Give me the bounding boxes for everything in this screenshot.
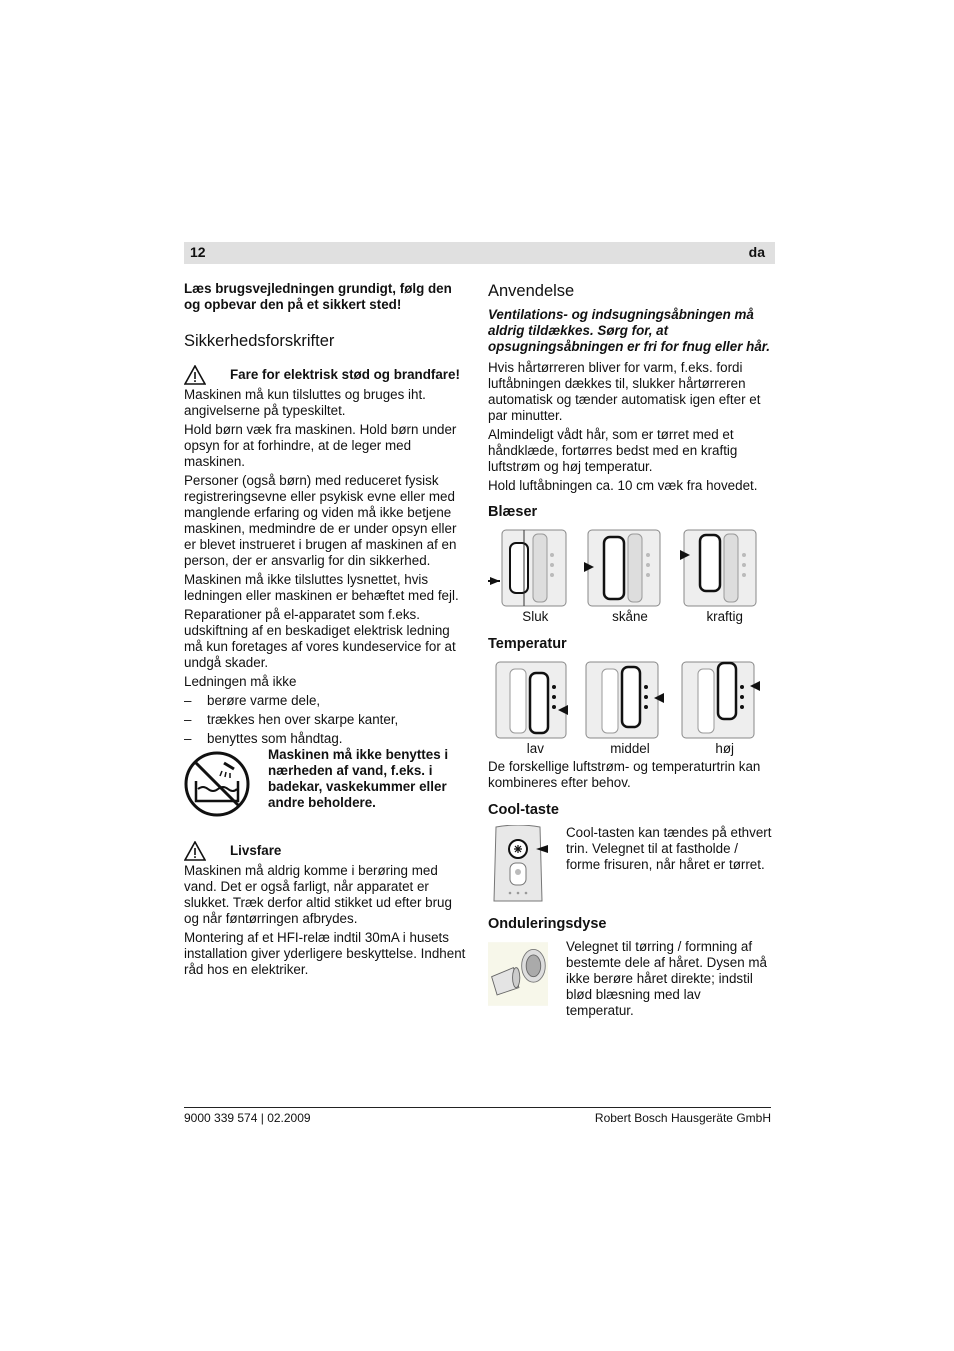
life-danger-warning: [184, 841, 468, 861]
combination-note: De forskellige luftstrøm- og temperaturtrin kan kombineres efter behov.: [488, 759, 761, 790]
paragraph: Hold luftåbningen ca. 10 cm væk fra hovedet.: [488, 478, 758, 493]
temp-high-illustration: [680, 661, 760, 739]
caption: skåne: [612, 609, 648, 624]
warning-title: Fare for elektrisk stød og brandfare!: [230, 367, 460, 382]
paragraph: Reparationer på el-apparatet som f.eks. udskiftning af en beskadiget elektrisk ledning må kun foretages af vores kundeservice for at undgå skader.: [184, 607, 456, 670]
cool-heading: Cool-taste: [488, 802, 559, 818]
caption: Sluk: [522, 609, 549, 624]
nozzle-illustration: [488, 939, 548, 1009]
paragraph: Maskinen må aldrig komme i berøring med vand. Det er også farligt, når apparatet er slukket. Træk derfor altid stikket ud efter brug og når føntørringen afbrydes.: [184, 863, 452, 926]
list-item: – berøre varme dele,: [184, 693, 468, 709]
caption: middel: [610, 741, 650, 756]
electric-warning: [184, 365, 468, 385]
temp-medium-illustration: [584, 661, 664, 739]
paragraph: Maskinen må kun tilsluttes og bruges iht. angivelserne på typeskiltet.: [184, 387, 426, 418]
temperature-figures: [488, 661, 760, 739]
paragraph: Almindeligt vådt hår, som er tørret med et håndklæde, fortørres bedst med en kraftig luftstrøm og høj temperatur.: [488, 427, 738, 474]
cord-list: [184, 693, 468, 747]
nozzle-block: [488, 939, 772, 1022]
water-warning: [184, 747, 468, 817]
footer-divider: [184, 1107, 771, 1108]
ventilation-note: Ventilations- og indsugningsåbningen må aldrig tildækkes. Sørg for, at opsugningsåbningen er fri for fnug eller hår.: [488, 307, 770, 354]
warning-triangle-icon: [184, 841, 206, 861]
paragraph: Montering af et HFI-relæ indtil 30mA i husets installation giver yderligere beskyttelse. Indhent råd hos en elektriker.: [184, 930, 466, 977]
no-water-icon: [184, 751, 250, 817]
document-number: 9000 339 574 | 02.2009: [184, 1111, 311, 1125]
switch-off-illustration: [488, 529, 568, 607]
intro-text: Læs brugsvejledningen grundigt, følg den og opbevar den på et sikkert sted!: [184, 281, 452, 312]
cool-button-illustration: [488, 825, 548, 903]
temperature-captions: [488, 741, 772, 757]
language-code: da: [748, 244, 765, 260]
blower-figures: [488, 529, 760, 607]
caption: høj: [715, 741, 734, 756]
temperature-heading: Temperatur: [488, 636, 567, 652]
page-number: 12: [190, 244, 206, 260]
warning-title: Livsfare: [230, 843, 282, 858]
usage-heading: Anvendelse: [488, 282, 575, 300]
paragraph: Hvis hårtørreren bliver for varm, f.eks. fordi luftåbningen dækkes til, slukker hårtørreren automatisk og tænder automatisk igen efter et par minutter.: [488, 360, 761, 423]
nozzle-text: Velegnet til tørring / formning af bestemte dele af håret. Dysen må ikke berøre håret direkte; indstil blød blæsning med lav temperatur.: [566, 939, 767, 1018]
paragraph: Ledningen må ikke: [184, 674, 297, 689]
paragraph: Personer (også børn) med reduceret fysisk registreringsevne eller psykisk evne eller med manglende erfaring og viden må ikke betjene maskinen, medmindre de er under opsyn eller er blevet instrueret i brugen af maskinen af en person, der er ansvarlig for din sikkerhed.: [184, 473, 457, 568]
cool-text: Cool-tasten kan tændes på ethvert trin. Velegnet til at fastholde / forme frisuren, når håret er tørret.: [566, 825, 772, 872]
nozzle-heading: Onduleringsdyse: [488, 916, 607, 932]
list-item: – trækkes hen over skarpe kanter,: [184, 712, 468, 728]
page-header: [184, 242, 775, 264]
cool-block: [488, 825, 772, 903]
switch-strong-illustration: [680, 529, 760, 607]
company-name: Robert Bosch Hausgeräte GmbH: [594, 1111, 771, 1125]
list-item: – benyttes som håndtag.: [184, 731, 468, 747]
temp-low-illustration: [488, 661, 568, 739]
blower-captions: [488, 609, 772, 625]
left-column: [184, 281, 468, 981]
caption: kraftig: [706, 609, 743, 624]
paragraph: Hold børn væk fra maskinen. Hold børn under opsyn for at forhindre, at de leger med maskinen.: [184, 422, 457, 469]
safety-heading: Sikkerhedsforskrifter: [184, 332, 335, 350]
warning-triangle-icon: [184, 365, 206, 385]
switch-gentle-illustration: [584, 529, 664, 607]
right-column: [488, 281, 772, 1034]
water-warning-text: Maskinen må ikke benyttes i nærheden af vand, f.eks. i badekar, vaskekummer eller andre beholdere.: [268, 747, 449, 810]
caption: lav: [526, 741, 544, 756]
paragraph: Maskinen må ikke tilsluttes lysnettet, hvis ledningen eller maskinen er behæftet med fejl.: [184, 572, 459, 603]
blower-heading: Blæser: [488, 504, 538, 520]
